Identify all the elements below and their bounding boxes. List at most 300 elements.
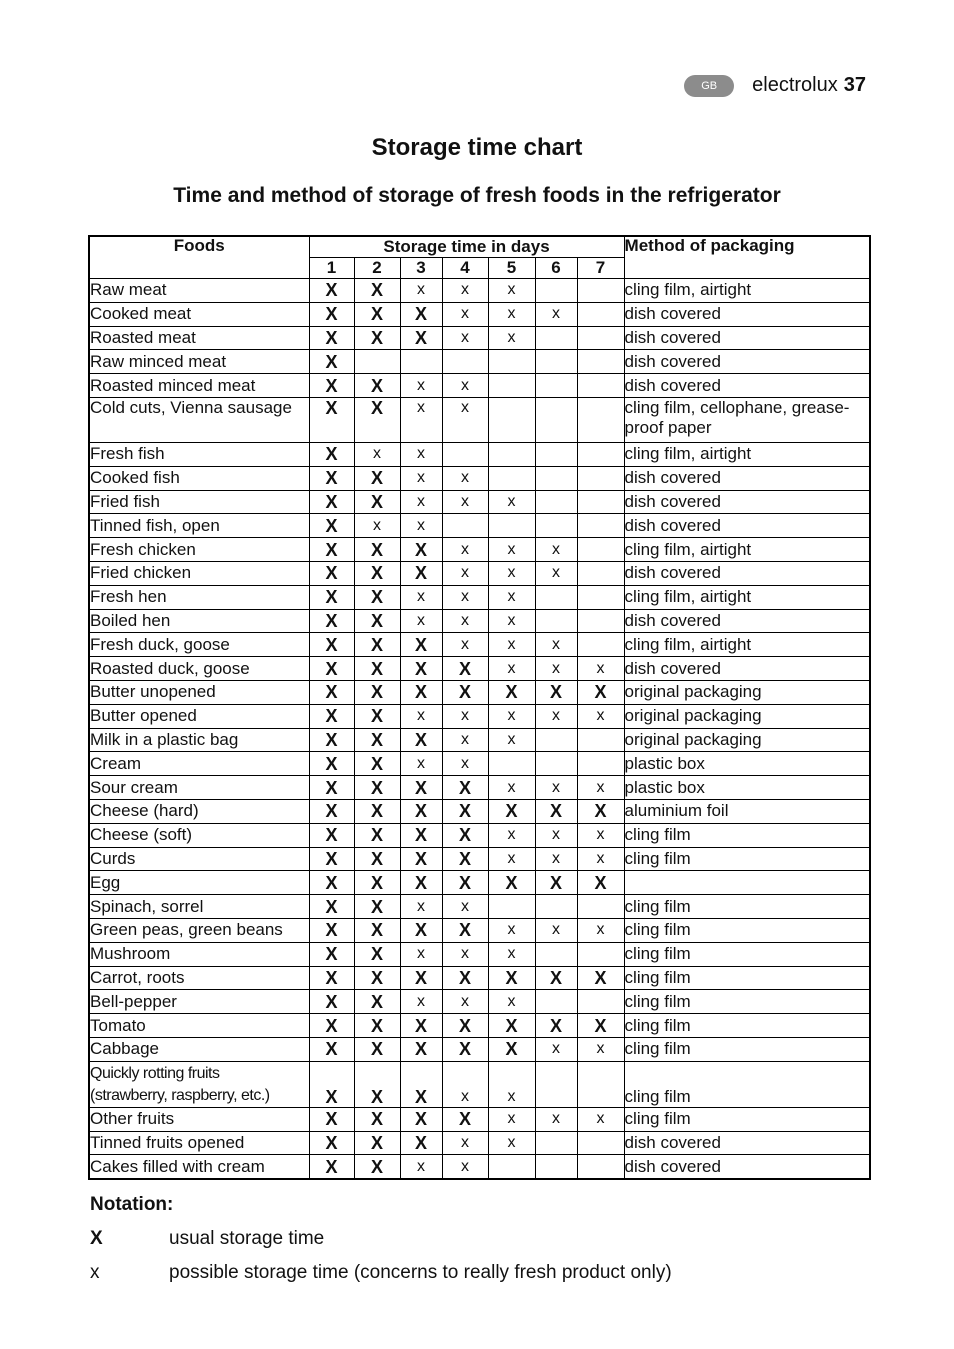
- storage-mark: X: [354, 752, 400, 776]
- storage-mark: x: [400, 490, 442, 514]
- food-name: Fresh fish: [89, 442, 309, 466]
- storage-mark: [535, 895, 577, 919]
- legend-text: possible storage time (concerns to really fresh product only): [169, 1262, 672, 1283]
- storage-mark: X: [400, 728, 442, 752]
- storage-mark: X: [354, 585, 400, 609]
- table-row: [89, 350, 870, 374]
- storage-mark: X: [400, 799, 442, 823]
- table-row: [89, 1061, 870, 1107]
- storage-mark: x: [442, 633, 488, 657]
- packaging-method: cling film, airtight: [624, 585, 870, 609]
- table-row: [89, 918, 870, 942]
- table-row: [89, 1155, 870, 1179]
- storage-mark: x: [488, 633, 535, 657]
- storage-mark: X: [309, 657, 354, 681]
- storage-mark: x: [488, 704, 535, 728]
- page-number: 37: [843, 74, 866, 96]
- storage-mark: X: [309, 895, 354, 919]
- storage-mark: X: [488, 1037, 535, 1061]
- storage-mark: x: [442, 990, 488, 1014]
- storage-mark: X: [354, 823, 400, 847]
- packaging-method: [624, 871, 870, 895]
- storage-mark: X: [400, 1107, 442, 1131]
- storage-mark: [535, 350, 577, 374]
- food-name: Raw meat: [89, 279, 309, 303]
- storage-mark: [577, 1155, 624, 1179]
- storage-mark: X: [309, 1037, 354, 1061]
- storage-mark: x: [535, 633, 577, 657]
- food-name: [89, 1061, 309, 1107]
- food-name-line: Quickly rotting fruits: [90, 1064, 220, 1082]
- storage-mark: X: [442, 680, 488, 704]
- storage-mark: x: [400, 466, 442, 490]
- storage-mark: [577, 895, 624, 919]
- storage-mark: X: [354, 1155, 400, 1179]
- storage-mark: X: [442, 799, 488, 823]
- storage-mark: X: [400, 1014, 442, 1038]
- food-name: Fresh chicken: [89, 538, 309, 562]
- storage-mark: [535, 514, 577, 538]
- storage-mark: [577, 350, 624, 374]
- storage-mark: X: [354, 895, 400, 919]
- storage-mark: [488, 350, 535, 374]
- storage-mark: x: [442, 1155, 488, 1179]
- storage-mark: x: [442, 728, 488, 752]
- storage-mark: X: [309, 1107, 354, 1131]
- storage-mark: X: [309, 561, 354, 585]
- food-name: Fried chicken: [89, 561, 309, 585]
- storage-mark: X: [309, 514, 354, 538]
- packaging-method: dish covered: [624, 657, 870, 681]
- table-row: [89, 1014, 870, 1038]
- storage-mark: x: [488, 279, 535, 303]
- storage-mark: X: [309, 397, 354, 442]
- packaging-method: cling film: [624, 990, 870, 1014]
- packaging-method: original packaging: [624, 680, 870, 704]
- packaging-method: cling film, cellophane, grease-proof paper: [624, 397, 870, 442]
- packaging-method: dish covered: [624, 302, 870, 326]
- storage-mark: X: [354, 1014, 400, 1038]
- storage-mark: [488, 752, 535, 776]
- storage-mark: X: [442, 1014, 488, 1038]
- storage-mark: x: [488, 1131, 535, 1155]
- storage-mark: X: [309, 1155, 354, 1179]
- table-row: [89, 966, 870, 990]
- storage-mark: x: [400, 895, 442, 919]
- table-row: [89, 728, 870, 752]
- storage-mark: X: [309, 752, 354, 776]
- food-name: Boiled hen: [89, 609, 309, 633]
- storage-mark: X: [354, 490, 400, 514]
- storage-mark: x: [442, 561, 488, 585]
- storage-mark: x: [535, 776, 577, 800]
- storage-mark: x: [488, 1107, 535, 1131]
- storage-mark: x: [488, 776, 535, 800]
- storage-mark: X: [354, 918, 400, 942]
- page-subtitle: Time and method of storage of fresh foods in the refrigerator: [173, 184, 781, 207]
- storage-mark: [488, 442, 535, 466]
- storage-mark: x: [535, 561, 577, 585]
- storage-mark: x: [488, 326, 535, 350]
- storage-mark: X: [309, 847, 354, 871]
- storage-mark: [535, 397, 577, 442]
- storage-mark: x: [488, 728, 535, 752]
- storage-mark: X: [400, 657, 442, 681]
- food-name: Raw minced meat: [89, 350, 309, 374]
- storage-mark: [488, 466, 535, 490]
- storage-mark: [577, 728, 624, 752]
- packaging-method: dish covered: [624, 466, 870, 490]
- table-row: [89, 704, 870, 728]
- storage-mark: X: [309, 326, 354, 350]
- storage-mark: X: [577, 680, 624, 704]
- storage-mark: X: [354, 966, 400, 990]
- table-row: [89, 538, 870, 562]
- storage-mark: x: [442, 302, 488, 326]
- storage-mark: X: [309, 279, 354, 303]
- storage-mark: x: [400, 1155, 442, 1179]
- food-name: Butter unopened: [89, 680, 309, 704]
- storage-mark: [535, 442, 577, 466]
- storage-mark: X: [442, 918, 488, 942]
- storage-mark: [577, 326, 624, 350]
- storage-mark: [577, 1061, 624, 1107]
- storage-mark: x: [488, 942, 535, 966]
- storage-mark: X: [488, 680, 535, 704]
- storage-mark: x: [354, 514, 400, 538]
- storage-mark: x: [442, 895, 488, 919]
- notation-title: Notation:: [90, 1194, 174, 1215]
- packaging-method: dish covered: [624, 350, 870, 374]
- storage-mark: [577, 561, 624, 585]
- table-row: [89, 561, 870, 585]
- packaging-method: cling film: [624, 895, 870, 919]
- storage-mark: x: [400, 374, 442, 398]
- table-row: [89, 680, 870, 704]
- storage-mark: X: [354, 1131, 400, 1155]
- storage-mark: X: [309, 538, 354, 562]
- storage-mark: X: [309, 942, 354, 966]
- legend-item-possible: [90, 1262, 672, 1284]
- food-name: Roasted meat: [89, 326, 309, 350]
- storage-mark: x: [442, 1061, 488, 1107]
- food-name: Cheese (hard): [89, 799, 309, 823]
- storage-mark: X: [354, 326, 400, 350]
- storage-mark: x: [577, 823, 624, 847]
- storage-mark: x: [488, 847, 535, 871]
- packaging-method: cling film: [624, 1014, 870, 1038]
- storage-mark: X: [354, 776, 400, 800]
- storage-mark: X: [354, 728, 400, 752]
- food-name: Other fruits: [89, 1107, 309, 1131]
- storage-mark: [535, 942, 577, 966]
- storage-mark: X: [309, 1014, 354, 1038]
- storage-mark: X: [577, 966, 624, 990]
- storage-mark: X: [535, 680, 577, 704]
- storage-mark: X: [354, 680, 400, 704]
- storage-mark: [535, 1131, 577, 1155]
- storage-mark: x: [442, 942, 488, 966]
- food-name: Spinach, sorrel: [89, 895, 309, 919]
- storage-mark: x: [488, 538, 535, 562]
- storage-mark: [577, 490, 624, 514]
- packaging-method: dish covered: [624, 490, 870, 514]
- storage-mark: X: [354, 799, 400, 823]
- storage-mark: x: [488, 1061, 535, 1107]
- storage-mark: x: [400, 942, 442, 966]
- storage-mark: [535, 1061, 577, 1107]
- storage-mark: X: [354, 561, 400, 585]
- table-row: [89, 799, 870, 823]
- day-header: 1: [309, 258, 354, 279]
- storage-mark: X: [309, 823, 354, 847]
- food-name: Tomato: [89, 1014, 309, 1038]
- table-row: [89, 1131, 870, 1155]
- storage-mark: x: [442, 609, 488, 633]
- packaging-method: original packaging: [624, 704, 870, 728]
- storage-mark: X: [442, 657, 488, 681]
- food-name: Cream: [89, 752, 309, 776]
- storage-mark: X: [400, 561, 442, 585]
- storage-mark: X: [354, 657, 400, 681]
- storage-mark: x: [577, 1107, 624, 1131]
- storage-mark: X: [354, 942, 400, 966]
- storage-mark: x: [488, 585, 535, 609]
- page-title: Storage time chart: [371, 134, 583, 161]
- storage-mark: x: [577, 704, 624, 728]
- food-name: Cheese (soft): [89, 823, 309, 847]
- storage-mark: [488, 895, 535, 919]
- storage-mark: x: [400, 752, 442, 776]
- storage-mark: [577, 585, 624, 609]
- storage-mark: x: [400, 704, 442, 728]
- storage-mark: [535, 585, 577, 609]
- storage-mark: [577, 633, 624, 657]
- storage-mark: X: [442, 966, 488, 990]
- storage-mark: X: [488, 966, 535, 990]
- storage-mark: [535, 490, 577, 514]
- storage-mark: X: [354, 397, 400, 442]
- storage-mark: X: [442, 847, 488, 871]
- storage-mark: X: [400, 326, 442, 350]
- day-header: 7: [577, 258, 624, 279]
- packaging-method: plastic box: [624, 776, 870, 800]
- storage-mark: X: [400, 776, 442, 800]
- storage-mark: X: [400, 847, 442, 871]
- storage-mark: X: [354, 302, 400, 326]
- table-row: [89, 374, 870, 398]
- storage-mark: x: [535, 918, 577, 942]
- storage-mark: X: [354, 1037, 400, 1061]
- table-row: [89, 514, 870, 538]
- storage-mark: X: [400, 1131, 442, 1155]
- table-row: [89, 397, 870, 442]
- food-name: Mushroom: [89, 942, 309, 966]
- packaging-method: cling film: [624, 847, 870, 871]
- table-row: [89, 990, 870, 1014]
- storage-mark: [577, 279, 624, 303]
- storage-mark: X: [309, 680, 354, 704]
- storage-mark: x: [400, 442, 442, 466]
- storage-mark: X: [354, 633, 400, 657]
- table-row: [89, 823, 870, 847]
- food-name-line: (strawberry, raspberry, etc.): [90, 1086, 270, 1104]
- storage-mark: x: [400, 990, 442, 1014]
- storage-mark: [535, 1155, 577, 1179]
- storage-mark: X: [577, 799, 624, 823]
- storage-mark: x: [577, 847, 624, 871]
- table-row: [89, 302, 870, 326]
- food-name: Cold cuts, Vienna sausage: [89, 397, 309, 442]
- packaging-method: dish covered: [624, 561, 870, 585]
- storage-mark: [577, 514, 624, 538]
- storage-mark: x: [488, 918, 535, 942]
- storage-mark: x: [488, 657, 535, 681]
- storage-mark: x: [442, 326, 488, 350]
- storage-mark: [577, 442, 624, 466]
- table-row: [89, 895, 870, 919]
- storage-mark: [488, 374, 535, 398]
- storage-mark: X: [577, 1014, 624, 1038]
- food-name: Butter opened: [89, 704, 309, 728]
- storage-mark: X: [400, 680, 442, 704]
- storage-mark: X: [577, 871, 624, 895]
- storage-mark: [442, 350, 488, 374]
- food-name: Cooked meat: [89, 302, 309, 326]
- storage-mark: X: [309, 966, 354, 990]
- storage-mark: X: [309, 776, 354, 800]
- storage-mark: X: [535, 966, 577, 990]
- storage-mark: x: [442, 279, 488, 303]
- table-row: [89, 490, 870, 514]
- storage-mark: X: [309, 442, 354, 466]
- storage-mark: X: [309, 350, 354, 374]
- table-row: [89, 585, 870, 609]
- day-header: 5: [488, 258, 535, 279]
- food-name: Cooked fish: [89, 466, 309, 490]
- storage-mark: x: [488, 561, 535, 585]
- table-row: [89, 942, 870, 966]
- language-badge: GB: [684, 75, 734, 97]
- table-row: [89, 776, 870, 800]
- day-header: 4: [442, 258, 488, 279]
- food-name: Curds: [89, 847, 309, 871]
- storage-mark: X: [442, 1037, 488, 1061]
- storage-mark: X: [309, 728, 354, 752]
- storage-mark: X: [309, 1131, 354, 1155]
- storage-mark: X: [354, 871, 400, 895]
- storage-mark: X: [442, 776, 488, 800]
- storage-mark: X: [535, 1014, 577, 1038]
- storage-mark: X: [309, 466, 354, 490]
- storage-mark: X: [309, 609, 354, 633]
- storage-mark: x: [400, 609, 442, 633]
- storage-mark: X: [354, 374, 400, 398]
- storage-mark: X: [400, 918, 442, 942]
- packaging-method: cling film: [624, 1107, 870, 1131]
- storage-mark: X: [442, 871, 488, 895]
- storage-mark: x: [577, 1037, 624, 1061]
- storage-mark: [577, 990, 624, 1014]
- packaging-method: plastic box: [624, 752, 870, 776]
- storage-mark: X: [488, 799, 535, 823]
- table-row: [89, 657, 870, 681]
- storage-mark: x: [442, 538, 488, 562]
- packaging-method: dish covered: [624, 609, 870, 633]
- storage-mark: [535, 609, 577, 633]
- storage-mark: X: [354, 1061, 400, 1107]
- table-row: [89, 279, 870, 303]
- storage-mark: x: [400, 585, 442, 609]
- storage-mark: [577, 942, 624, 966]
- storage-mark: X: [400, 1037, 442, 1061]
- storage-mark: X: [400, 538, 442, 562]
- storage-mark: x: [442, 490, 488, 514]
- legend-text: usual storage time: [169, 1228, 325, 1249]
- storage-mark: x: [400, 279, 442, 303]
- storage-mark: X: [309, 990, 354, 1014]
- page-header: [684, 74, 866, 97]
- storage-mark: X: [354, 466, 400, 490]
- storage-mark: X: [309, 704, 354, 728]
- storage-mark: [354, 350, 400, 374]
- column-header-packaging: Method of packaging: [624, 236, 870, 279]
- storage-mark: [577, 609, 624, 633]
- packaging-method: cling film, airtight: [624, 633, 870, 657]
- food-name: Fresh hen: [89, 585, 309, 609]
- storage-mark: x: [488, 823, 535, 847]
- day-header: 3: [400, 258, 442, 279]
- storage-mark: x: [535, 704, 577, 728]
- storage-mark: x: [442, 585, 488, 609]
- storage-mark: X: [309, 1061, 354, 1107]
- packaging-method: cling film: [624, 966, 870, 990]
- storage-mark: x: [577, 918, 624, 942]
- food-name: Fried fish: [89, 490, 309, 514]
- storage-mark: x: [577, 657, 624, 681]
- storage-mark: X: [309, 490, 354, 514]
- table-row: [89, 466, 870, 490]
- storage-mark: x: [535, 538, 577, 562]
- storage-mark: X: [309, 871, 354, 895]
- storage-mark: X: [400, 302, 442, 326]
- storage-mark: [535, 728, 577, 752]
- storage-mark: X: [354, 538, 400, 562]
- packaging-method: dish covered: [624, 514, 870, 538]
- table-row: [89, 1107, 870, 1131]
- storage-mark: X: [400, 1061, 442, 1107]
- storage-mark: x: [442, 374, 488, 398]
- storage-mark: [535, 990, 577, 1014]
- storage-mark: x: [535, 847, 577, 871]
- storage-mark: [577, 1131, 624, 1155]
- storage-mark: [577, 302, 624, 326]
- storage-mark: X: [309, 302, 354, 326]
- food-name: Sour cream: [89, 776, 309, 800]
- storage-mark: [442, 514, 488, 538]
- table-row: [89, 633, 870, 657]
- storage-mark: x: [442, 752, 488, 776]
- packaging-method: aluminium foil: [624, 799, 870, 823]
- table-row: [89, 871, 870, 895]
- storage-mark: [535, 466, 577, 490]
- storage-mark: [535, 374, 577, 398]
- packaging-method: cling film, airtight: [624, 538, 870, 562]
- storage-mark: X: [309, 799, 354, 823]
- storage-mark: x: [535, 1037, 577, 1061]
- storage-mark: X: [354, 279, 400, 303]
- storage-mark: X: [309, 633, 354, 657]
